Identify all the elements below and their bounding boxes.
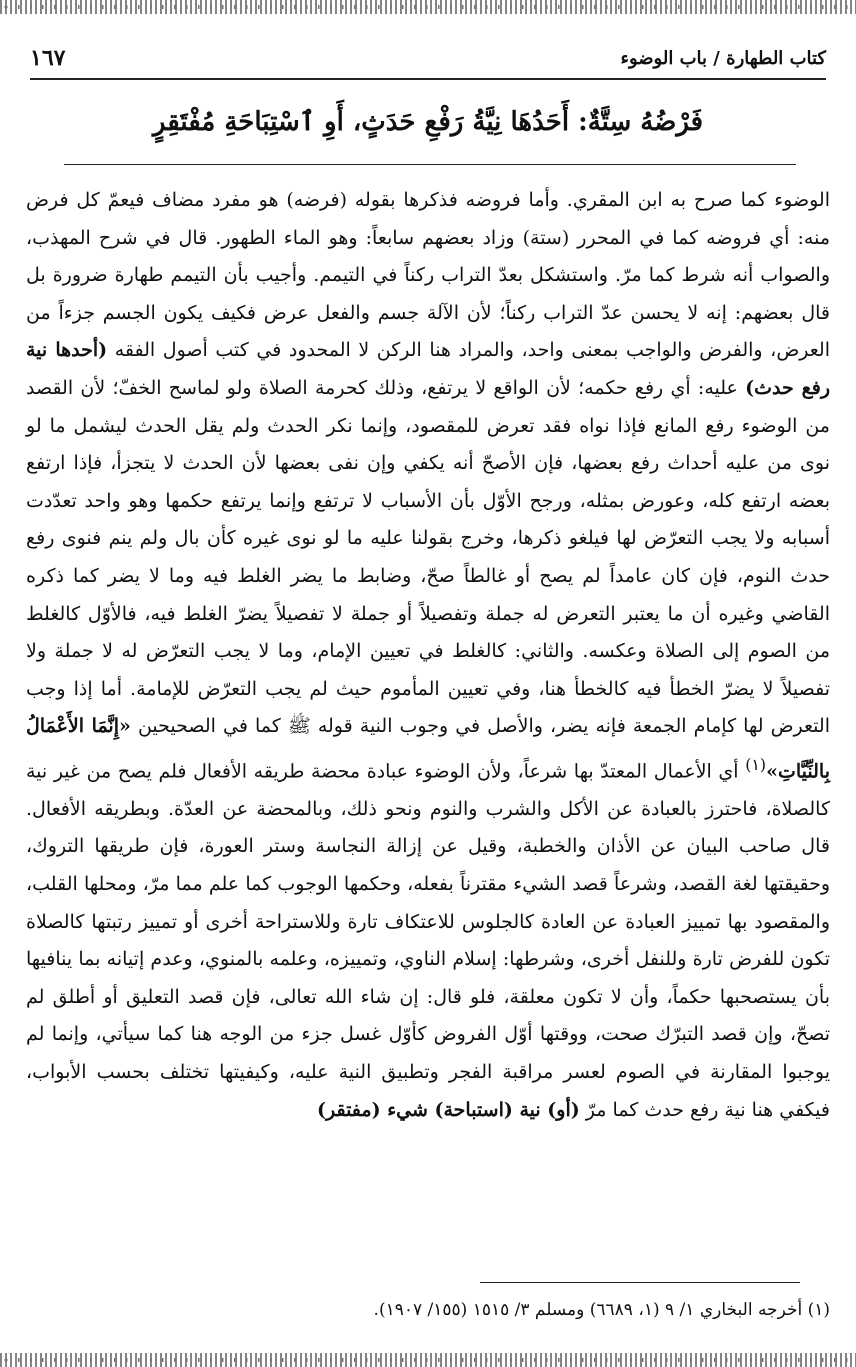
footnote: (١) أخرجه البخاري ١/ ٩ (١، ٦٦٨٩) ومسلم ٣/ ١٥١٥ (١٥٥/ ١٩٠٧).	[373, 1300, 830, 1320]
verse-underline	[64, 164, 796, 165]
matn-verse: فَرْضُهُ سِتَّةٌ: أَحَدُهَا نِيَّةُ رَفْعِ حَدَثٍ، أَوِ ٱسْتِبَاحَةِ مُفْتَقِرٍ	[152, 107, 704, 137]
top-ornamental-border	[0, 0, 856, 14]
hadith-quote: «إِنَّمَا الأَعْمَالُ بِالنِّيَّاتِ»	[26, 715, 830, 783]
bottom-ornamental-border	[0, 1353, 856, 1367]
page-number: ١٦٧	[30, 45, 66, 71]
matn-quote-1: (أحدها نية رفع حدث)	[26, 339, 830, 399]
page-header	[30, 38, 826, 80]
footnote-marker: (١)	[745, 754, 767, 774]
commentary-text-3: أي الأعمال المعتدّ بها شرعاً، ولأن الوضوء عبادة محضة طريقه الأفعال فلم يصح من غير نية كالصلاة، فاحترز بالعبادة عن الأكل والشرب والنوم ونحو ذلك، وبالمحضة عن العدّة. وبطريقه الأفعال. قال صاحب البيان عن الأذان والخطبة، وقيل عن إزالة النجاسة وستر العورة، فإن طريقها التروك، وحقيقتها لغة القصد، وشرعاً قصد الشيء مقترناً بفعله، وحكمها الوجوب كما علم مما مرّ، ومحلها القلب، والمقصود بها تمييز العبادة عن العادة كالجلوس للاعتكاف تارة وللاستراحة أخرى أو تمييز رتبتها كالصلاة تكون للفرض تارة وللنفل أخرى، وشرطها: إسلام الناوي، وتمييزه، وعلمه بالمنوي، وعدم إتيانه بما ينافيها بأن يستصحبها حكماً، وأن لا تكون معلقة، فلو قال: إن شاء الله تعالى، فإن قصد التعليق أو أطلق لم تصحّ، وإن قصد التبرّك صحت، ووقتها أوّل الفروض كأوّل غسل جزء من الوجه هنا كما سيأتي، وإنما لم يوجبوا المقارنة في الصوم لعسر مراقبة الفجر وتطبيق النية عليه، وكيفيتها تختلف بحسب الأبواب، فيكفي هنا نية رفع حدث كما مرّ	[26, 760, 830, 1121]
running-title: كتاب الطهارة / باب الوضوء	[620, 47, 826, 69]
commentary-paragraph	[26, 182, 830, 1129]
commentary-body	[26, 182, 830, 1129]
commentary-text-1: الوضوء كما صرح به ابن المقري. وأما فروضه فذكرها بقوله (فرضه) هو مفرد مضاف فيعمّ كل فرض منه: أي فروضه كما في المحرر (ستة) وزاد بعضهم سابعاً: وهو الماء الطهور. قال في شرح المهذب، والصواب أنه شرط كما مرّ. واستشكل بعدّ التراب ركناً في التيمم. وأجيب بأن التيمم طهارة ضرورة بل قال بعضهم: إنه لا يحسن عدّ التراب ركناً؛ لأن الآلة جسم والفعل عرض فكيف يكون الجسم جزءاً من العرض، والفرض والواجب بمعنى واحد، والمراد هنا الركن لا المحدود في كتب أصول الفقه	[26, 189, 831, 362]
footnote-separator	[480, 1282, 800, 1283]
matn-quote-2: (أو) نية (استباحة) شيء (مفتقر)	[316, 1098, 580, 1121]
commentary-text-2: عليه: أي رفع حكمه؛ لأن الواقع لا يرتفع، وذلك كحرمة الصلاة ولو لماسح الخفّ؛ لأن القصد من الوضوء رفع المانع فإذا نواه فقد تعرض للمقصود، وإنما نكر الحدث ولم يقل الحدث ليشمل ما لو نوى من عليه أحداث رفع بعضها، فإن الأصحّ أنه يكفي وإن نفى بعضها لأن الحدث لا يتجزأ، فإذا ارتفع بعضه ارتفع كله، وعورض بمثله، ورجح الأوّل بأن الأسباب لا ترتفع وإنما يرتفع حكمها وهو واحد تعدّدت أسبابه ولا يجب التعرّض لها فيلغو ذكرها، وخرج بقولنا عليه ما لو نوى غيره كأن بال ولم ينم فنوى رفع حدث النوم، فإن كان عامداً لم يصح أو غالطاً صحّ، وضابط ما يضر الغلط فيه وما لا يضر كما ذكره القاضي وغيره أن ما يعتبر التعرض له جملة وتفصيلاً أو جملة لا تفصيلاً يضرّ الغلط فيه، فالأوّل كالغلط من الصوم إلى الصلاة وعكسه. والثاني: كالغلط في تعيين الإمام، وما لا يجب التعرّض له لا جملة ولا تفصيلاً لا يضرّ الخطأ فيه كالخطأ هنا، وفي تعيين المأموم حيث لم يجب التعرّض للإمامة. أما إذا وجب التعرض لها كإمام الجمعة فإنه يضر، والأصل في وجوب النية قوله ﷺ كما في الصحيحين	[26, 376, 830, 738]
